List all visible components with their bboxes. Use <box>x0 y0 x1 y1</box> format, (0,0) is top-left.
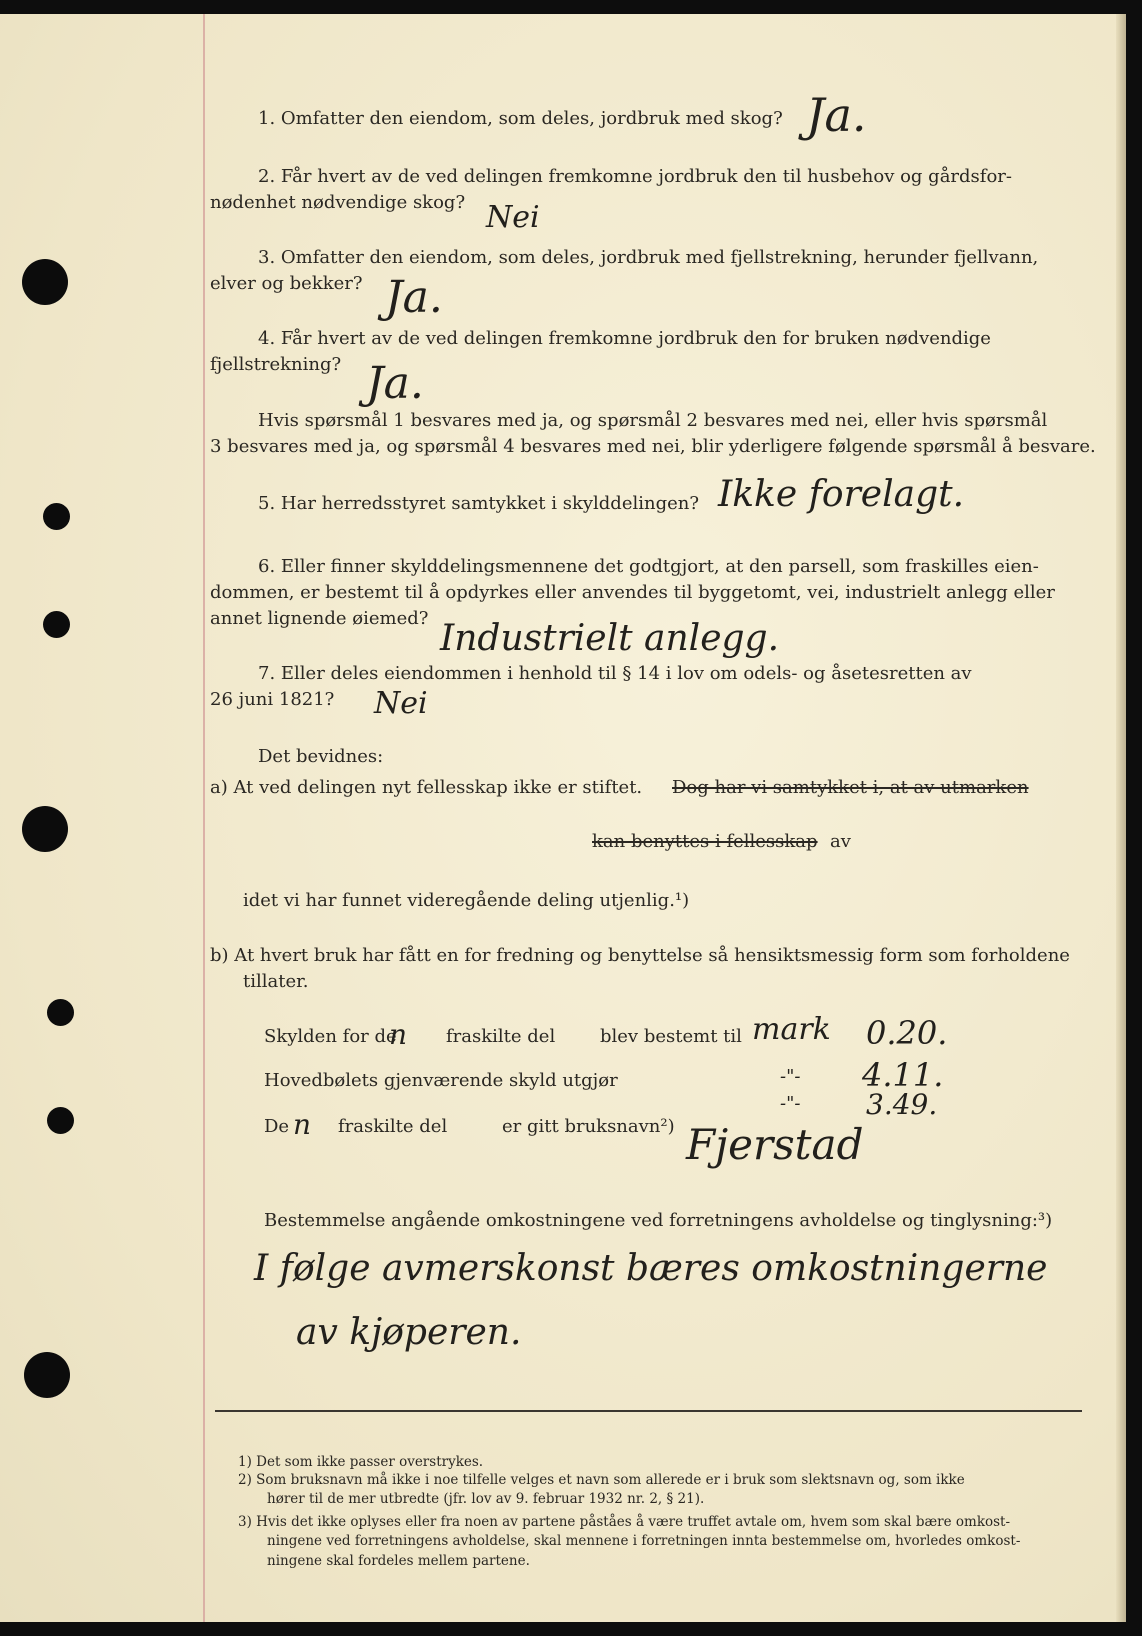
binder-hole <box>22 806 68 852</box>
skyld-row1-right: blev bestemt til <box>600 1026 742 1047</box>
certification-a-struck-2: kan benyttes i fellesskap <box>592 831 818 852</box>
answer-3-handwritten: Ja. <box>385 272 443 323</box>
footnote-2-line1: 2) Som bruksnavn må ikke i noe tilfelle velges et navn som allerede er i bruk som slektsnavn og, som ikke <box>238 1472 965 1488</box>
footnote-3-line3: ningene skal fordeles mellem partene. <box>267 1553 530 1569</box>
footnote-divider <box>215 1410 1082 1412</box>
margin-line <box>203 14 205 1622</box>
footnote-3-line2: ningene ved forretningens avholdelse, skal mennene i forretningen innta bestemmelse om, hvorledes omkost- <box>267 1533 1021 1549</box>
binder-hole <box>47 999 74 1026</box>
question-4-line2: fjellstrekning? <box>210 354 342 375</box>
certification-a-av: av <box>830 831 851 852</box>
skyld-row1-label: Skylden for de <box>264 1026 397 1047</box>
question-6-line2: dommen, er bestemt til å opdyrkes eller anvendes til byggetomt, vei, industrielt anlegg eller <box>210 582 1055 603</box>
answer-1-handwritten: Ja. <box>806 88 867 142</box>
footnote-3-line1: 3) Hvis det ikke oplyses eller fra noen av partene påståes å være truffet avtale om, hvem som skal bære omkost- <box>238 1514 1011 1530</box>
question-5: 5. Har herredsstyret samtykket i skylddelingen? <box>258 493 699 514</box>
answer-7-handwritten: Nei <box>374 686 428 721</box>
skyld-row1-hw: n <box>389 1018 408 1051</box>
question-6-line3: annet lignende øiemed? <box>210 608 429 629</box>
certification-heading: Det bevidnes: <box>258 746 384 767</box>
question-7-line2: 26 juni 1821? <box>210 689 335 710</box>
question-2-line2: nødenhet nødvendige skog? <box>210 192 466 213</box>
answer-4-handwritten: Ja. <box>366 358 424 409</box>
binder-hole <box>24 1352 70 1398</box>
binder-hole <box>43 503 70 530</box>
question-3-line2: elver og bekker? <box>210 273 363 294</box>
skyld-row4-hw: n <box>293 1108 312 1141</box>
omkostning-label: Bestemmelse angående omkostningene ved forretningens avholdelse og tinglysning:³) <box>264 1210 1053 1231</box>
skyld-row4-label: De <box>264 1116 290 1137</box>
skyld-row2-ditto: -"- <box>780 1066 801 1087</box>
skyld-row1-value: 0.20. <box>866 1014 948 1052</box>
binder-hole <box>43 611 70 638</box>
question-6-line1: 6. Eller finner skylddelingsmennene det godtgjort, at den parsell, som fraskilles eien- <box>258 556 1039 577</box>
binder-hole <box>22 259 68 305</box>
omkostning-hw-line1: I følge avmerskonst bæres omkostningerne <box>254 1248 1048 1289</box>
question-4-line1: 4. Får hvert av de ved delingen fremkomne jordbruk den for bruken nødvendige <box>258 328 991 349</box>
skyld-row3-value: 3.49. <box>866 1088 938 1121</box>
certification-a-end: idet vi har funnet videregående deling utjenlig.¹) <box>243 890 690 911</box>
document-page <box>0 14 1126 1622</box>
skyld-row4-name: Fjerstad <box>686 1120 864 1169</box>
footnote-2-line2: hører til de mer utbredte (jfr. lov av 9. februar 1932 nr. 2, § 21). <box>267 1491 705 1507</box>
skyld-row4-right: er gitt bruksnavn²) <box>502 1116 675 1137</box>
question-3-line1: 3. Omfatter den eiendom, som deles, jordbruk med fjellstrekning, herunder fjellvann, <box>258 247 1039 268</box>
conditional-line1: Hvis spørsmål 1 besvares med ja, og spørsmål 2 besvares med nei, eller hvis spørsmål <box>258 410 1048 431</box>
footnote-1: 1) Det som ikke passer overstrykes. <box>238 1454 484 1470</box>
certification-b-line2: tillater. <box>243 971 309 992</box>
question-7-line1: 7. Eller deles eiendommen i henhold til § 14 i lov om odels- og åsetesretten av <box>258 663 972 684</box>
conditional-line2: 3 besvares med ja, og spørsmål 4 besvares med nei, blir yderligere følgende spørsmål å besvare. <box>210 436 1096 457</box>
binder-hole <box>47 1107 74 1134</box>
omkostning-hw-line2: av kjøperen. <box>296 1312 522 1353</box>
skyld-row3-ditto: -"- <box>780 1093 801 1114</box>
certification-b-line1: b) At hvert bruk har fått en for fredning og benyttelse så hensiktsmessig form som forholdene <box>210 945 1070 966</box>
answer-5-handwritten: Ikke forelagt. <box>718 474 965 515</box>
question-1: 1. Omfatter den eiendom, som deles, jordbruk med skog? <box>258 108 783 129</box>
skyld-row1-mid: fraskilte del <box>446 1026 556 1047</box>
page-edge <box>1116 14 1126 1622</box>
skyld-row2-label: Hovedbølets gjenværende skyld utgjør <box>264 1070 618 1091</box>
certification-a-struck-1: Dog har vi samtykket i, at av utmarken <box>672 777 1029 798</box>
question-2-line1: 2. Får hvert av de ved delingen fremkomne jordbruk den til husbehov og gårdsfor- <box>258 166 1012 187</box>
certification-a: a) At ved delingen nyt fellesskap ikke er stiftet. <box>210 777 643 798</box>
answer-2-handwritten: Nei <box>486 200 540 235</box>
skyld-row4-mid: fraskilte del <box>338 1116 448 1137</box>
answer-6-handwritten: Industrielt anlegg. <box>440 618 780 659</box>
skyld-row2-value: 4.11. <box>862 1056 944 1094</box>
skyld-row1-unit: mark <box>752 1012 831 1047</box>
